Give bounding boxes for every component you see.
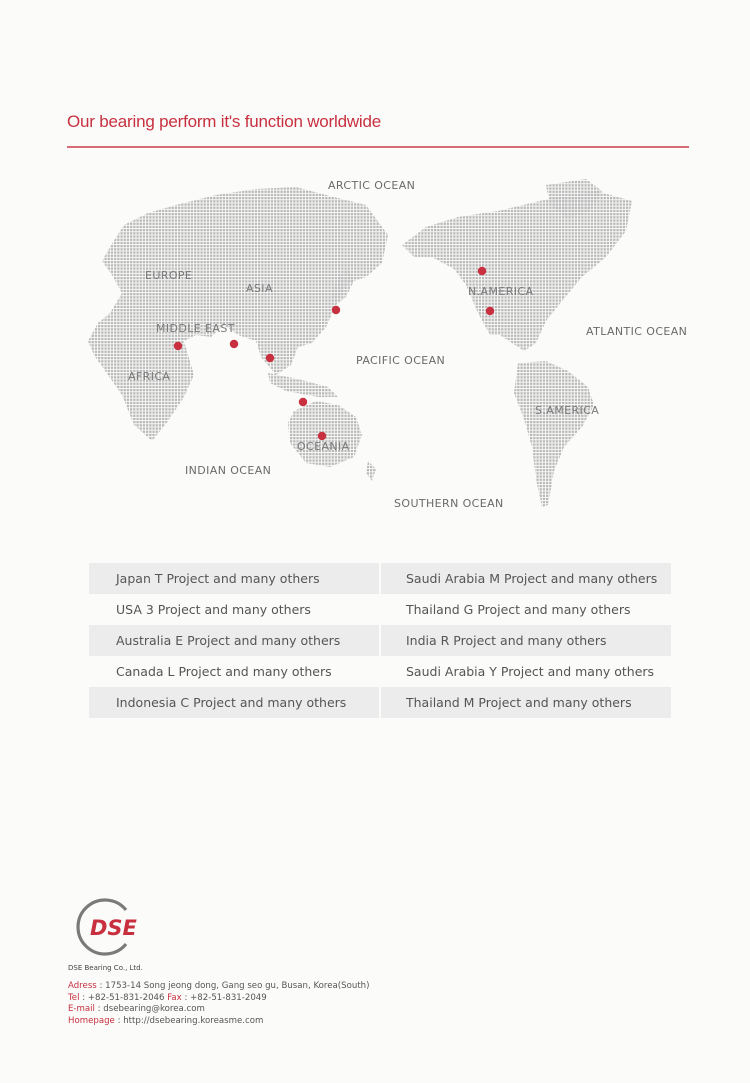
marker-australia: [318, 432, 326, 440]
table-row: [89, 625, 671, 656]
project-cell: India R Project and many others: [381, 625, 671, 656]
table-row: [89, 594, 671, 625]
label-south-america: S.AMERICA: [535, 404, 600, 417]
label-europe: EUROPE: [145, 269, 193, 282]
logo-text: DSE: [90, 916, 137, 940]
label-atlantic-ocean: ATLANTIC OCEAN: [586, 325, 688, 338]
page-title: Our bearing perform it's function worldwide: [67, 112, 382, 131]
marker-canada: [478, 267, 486, 275]
marker-indonesia: [299, 398, 307, 406]
table-row: [89, 656, 671, 687]
marker-thailand: [266, 354, 274, 362]
south-america-landmass: [514, 361, 594, 507]
world-map: [66, 165, 696, 525]
label-north-america: N.AMERICA: [468, 285, 534, 298]
marker-japan: [332, 306, 340, 314]
homepage-line: [68, 1016, 370, 1028]
eurasia-landmass: [88, 187, 388, 441]
address-value: : 1753-14 Song jeong dong, Gang seo gu, Busan, Korea(South): [96, 981, 370, 991]
tel-value: : +82-51-831-2046: [79, 992, 165, 1003]
email-line: [68, 1004, 370, 1016]
label-asia: ASIA: [246, 282, 273, 295]
tel-label: Tel: [68, 992, 80, 1003]
fax-value: : +82-51-831-2049: [181, 992, 267, 1003]
projects-table: [89, 563, 671, 718]
homepage-value[interactable]: : http://dsebearing.koreasme.com: [114, 1015, 264, 1026]
label-southern-ocean: SOUTHERN OCEAN: [394, 497, 504, 510]
project-cell: Thailand G Project and many others: [406, 602, 631, 617]
marker-usa: [486, 307, 494, 315]
project-cell: Australia E Project and many others: [89, 625, 379, 656]
table-row: [89, 687, 671, 718]
phone-line: [68, 993, 370, 1005]
project-cell: Saudi Arabia M Project and many others: [381, 563, 671, 594]
new-zealand-landmass: [366, 461, 376, 481]
label-arctic-ocean: ARCTIC OCEAN: [328, 179, 416, 192]
project-cell: USA 3 Project and many others: [116, 602, 311, 617]
label-middle-east: MIDDLE EAST: [156, 322, 235, 335]
indonesia-landmass: [268, 373, 338, 397]
title-divider: [67, 146, 689, 148]
project-cell: Canada L Project and many others: [116, 664, 332, 679]
table-row: [89, 563, 671, 594]
contact-block: [68, 981, 370, 1027]
marker-middle-east-1: [174, 342, 182, 350]
company-name: DSE Bearing Co., Ltd.: [68, 964, 143, 972]
address-label: Adress: [68, 981, 97, 991]
project-cell: Japan T Project and many others: [89, 563, 379, 594]
label-indian-ocean: INDIAN OCEAN: [185, 464, 272, 477]
project-cell: Thailand M Project and many others: [381, 687, 671, 718]
marker-india: [230, 340, 238, 348]
fax-label: Fax: [164, 992, 182, 1003]
email-label: E-mail: [68, 1004, 95, 1014]
homepage-label: Homepage: [68, 1015, 115, 1026]
project-cell: Saudi Arabia Y Project and many others: [406, 664, 655, 679]
project-cell: Indonesia C Project and many others: [89, 687, 379, 718]
label-oceania: OCEANIA: [297, 440, 350, 453]
company-logo: [68, 898, 140, 956]
address-line: [68, 981, 370, 993]
label-africa: AFRICA: [128, 370, 171, 383]
world-map-graphic: [66, 165, 696, 525]
email-value[interactable]: : dsebearing@korea.com: [94, 1004, 205, 1014]
label-pacific-ocean: PACIFIC OCEAN: [356, 354, 446, 367]
logo-graphic: [68, 898, 140, 956]
